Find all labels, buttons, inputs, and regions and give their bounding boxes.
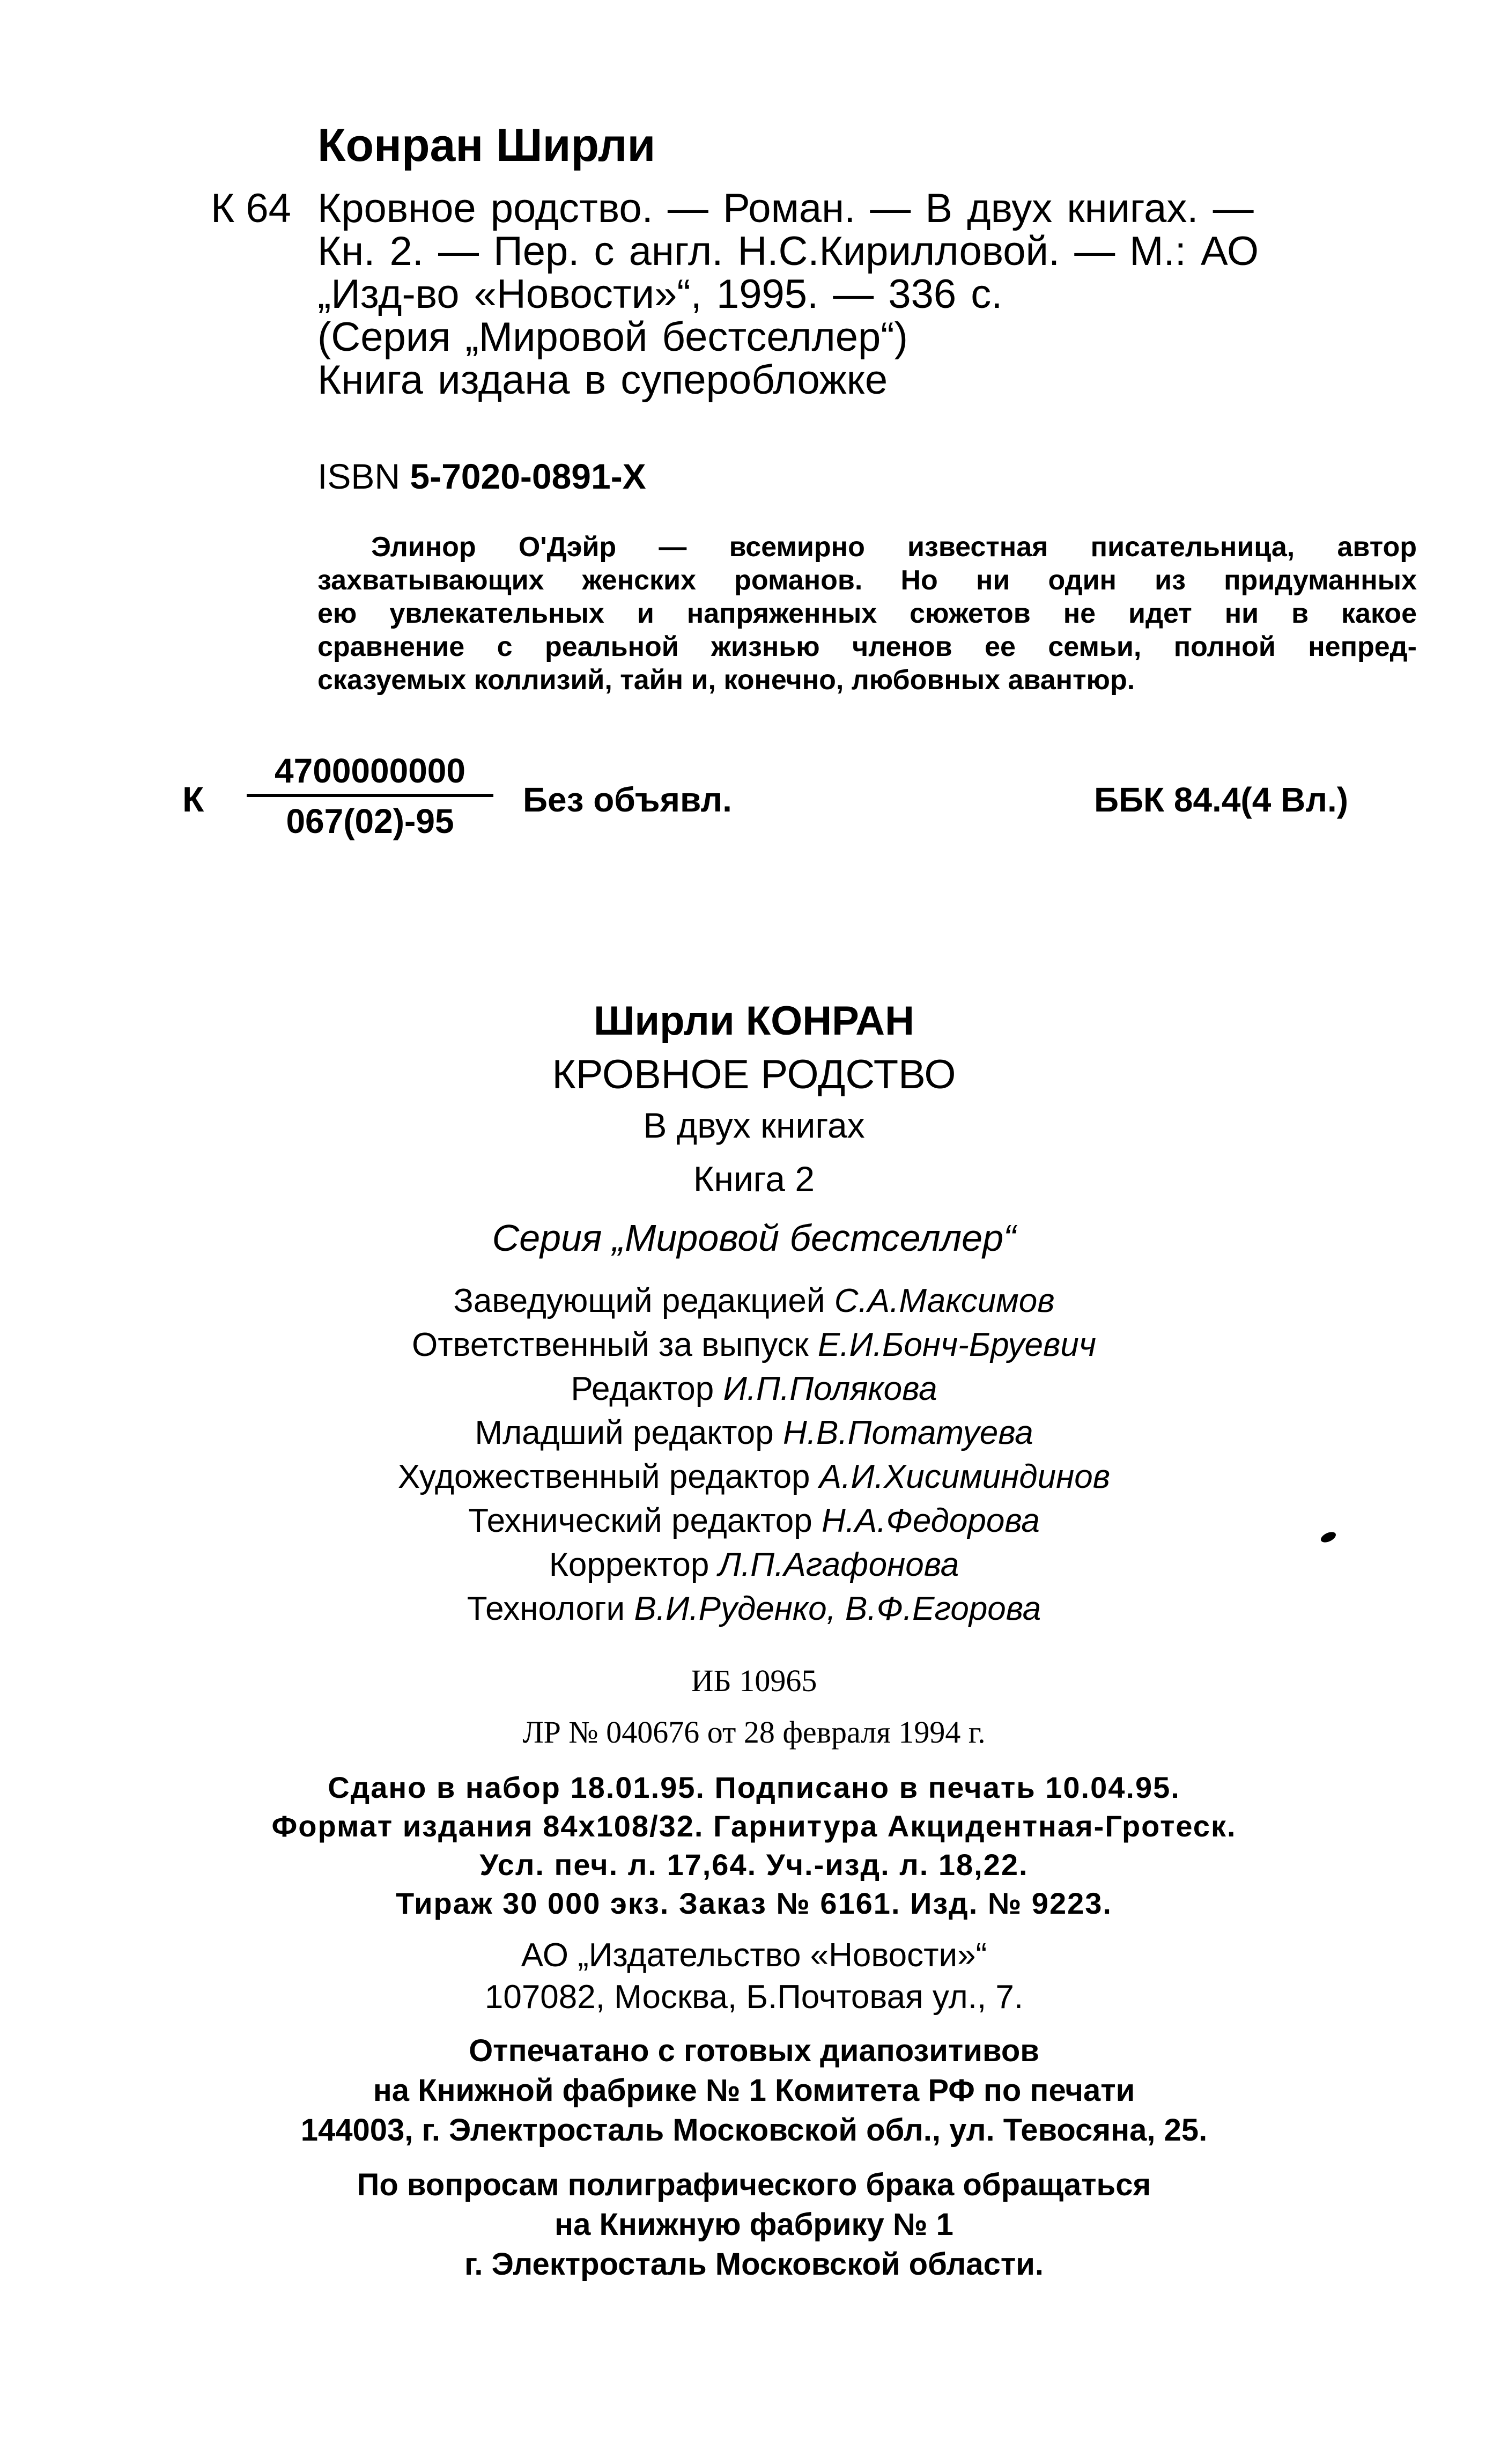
colophon-line: Усл. печ. л. 17,64. Уч.-изд. л. 18,22. [479, 1848, 1029, 1882]
staff-line [0, 1590, 1508, 1628]
staff-line [0, 1458, 1508, 1496]
author-heading: Конран Ширли [317, 120, 656, 171]
staff-name: Е.И.Бонч-Бруевич [817, 1326, 1096, 1363]
fraction-denominator: 067(02)-95 [286, 802, 454, 840]
defect-contact-line: По вопросам полиграфического брака обращаться [357, 2167, 1151, 2202]
fraction-bar [247, 794, 493, 797]
imprint-book-number: Книга 2 [693, 1159, 815, 1199]
staff-role: Художественный редактор [397, 1458, 810, 1495]
staff-line [0, 1502, 1508, 1540]
annotation-line: Элинор О'Дэйр — всемирно известная писательница, автор [371, 532, 1417, 563]
printing-line: на Книжной фабрике № 1 Комитета РФ по печати [373, 2073, 1135, 2108]
staff-name: Л.П.Агафонова [718, 1546, 959, 1583]
isbn [317, 456, 646, 497]
staff-role: Корректор [549, 1546, 709, 1583]
staff-role: Технический редактор [468, 1502, 812, 1539]
isbn-label: ISBN [317, 456, 401, 496]
staff-line [0, 1546, 1508, 1584]
colophon-line: Сдано в набор 18.01.95. Подписано в печать 10.04.95. [328, 1770, 1180, 1804]
no-announcement-label: Без объявл. [523, 780, 732, 819]
bbk-code: ББК 84.4(4 Вл.) [1094, 780, 1349, 819]
annotation-line: сравнение с реальной жизнью членов ее семьи, полной непред- [317, 631, 1417, 662]
staff-name: А.И.Хисиминдинов [819, 1458, 1111, 1495]
series-entry-line: (Серия „Мировой бестселлер“) [317, 314, 908, 360]
bibliographic-entry-line: Кн. 2. — Пер. с англ. Н.С.Кирилловой. — М.: АО [317, 228, 1259, 274]
defect-contact-line: г. Электросталь Московской области. [464, 2247, 1044, 2282]
colophon-line: Тираж 30 000 экз. Заказ № 6161. Изд. № 9223. [396, 1886, 1112, 1920]
classification-letter: К [182, 779, 204, 819]
staff-name: Н.А.Федорова [821, 1502, 1040, 1539]
staff-name: И.П.Полякова [723, 1370, 937, 1407]
license-number: ЛР № 040676 от 28 февраля 1994 г. [522, 1715, 986, 1750]
imprint-volumes: В двух книгах [643, 1105, 865, 1145]
bibliographic-entry-line: „Изд-во «Новости»“, 1995. — 336 с. [317, 271, 1003, 317]
imprint-author: Ширли КОНРАН [594, 998, 914, 1044]
imprint-series: Серия „Мировой бестселлер“ [492, 1217, 1016, 1259]
staff-name: Н.В.Потатуева [783, 1414, 1033, 1451]
bibliographic-entry-line: Кровное родство. — Роман. — В двух книгах. — [317, 186, 1254, 231]
annotation-line: ею увлекательных и напряженных сюжетов не идет ни в какое [317, 598, 1417, 629]
fraction-numerator: 4700000000 [275, 751, 465, 790]
staff-line [0, 1282, 1508, 1320]
staff-role: Заведующий редакцией [453, 1282, 825, 1319]
binding-note-line: Книга издана в суперобложке [317, 357, 888, 403]
printing-line: Отпечатано с готовых диапозитивов [469, 2033, 1039, 2068]
staff-line [0, 1326, 1508, 1364]
printing-line: 144003, г. Электросталь Московской обл., ул. Тевосяна, 25. [300, 2113, 1208, 2148]
isbn-number: 5-7020-0891-X [410, 456, 646, 496]
classification-fraction [247, 751, 493, 841]
ib-number: ИБ 10965 [691, 1663, 817, 1698]
staff-role: Младший редактор [475, 1414, 774, 1451]
defect-contact-line: на Книжную фабрику № 1 [555, 2207, 953, 2242]
call-number: К 64 [211, 186, 291, 231]
staff-role: Редактор [571, 1370, 714, 1407]
staff-line [0, 1370, 1508, 1408]
publisher-address: 107082, Москва, Б.Почтовая ул., 7. [484, 1979, 1024, 2016]
colophon-line: Формат издания 84х108/32. Гарнитура Акцидентная-Гротеск. [271, 1809, 1237, 1843]
staff-name: В.И.Руденко, В.Ф.Егорова [634, 1590, 1041, 1627]
staff-name: С.А.Максимов [834, 1282, 1055, 1319]
staff-line [0, 1414, 1508, 1452]
annotation-line: сказуемых коллизий, тайн и, конечно, любовных авантюр. [317, 665, 1135, 696]
imprint-title: КРОВНОЕ РОДСТВО [552, 1052, 956, 1097]
annotation-line: захватывающих женских романов. Но ни один из придуманных [317, 565, 1417, 596]
staff-role: Ответственный за выпуск [412, 1326, 809, 1363]
staff-role: Технологи [467, 1590, 625, 1627]
publisher-name: АО „Издательство «Новости»“ [521, 1937, 987, 1974]
